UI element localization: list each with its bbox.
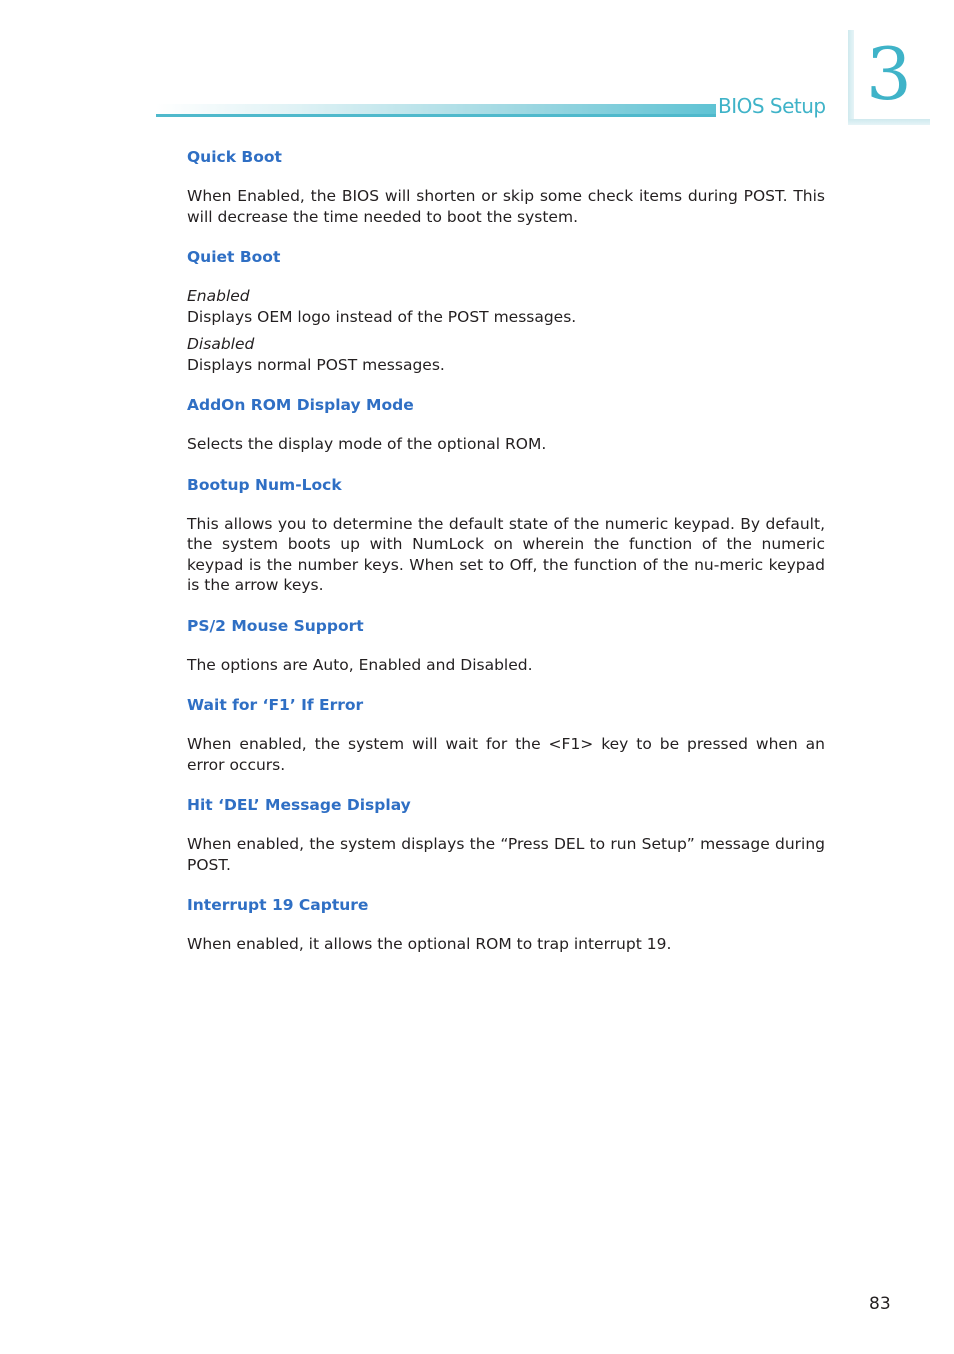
option-label-disabled: Disabled (187, 335, 255, 353)
text-ps2-mouse: The options are Auto, Enabled and Disabled. (187, 655, 533, 674)
heading-wait-f1: Wait for ‘F1’ If Error (187, 696, 364, 714)
heading-ps2-mouse: PS/2 Mouse Support (187, 616, 364, 635)
text-int19: When enabled, it allows the optional ROM to trap interrupt 19. (187, 935, 672, 953)
text-numlock: This allows you to determine the default state of the numeric keypad. By default, the system boots up with NumLock on wherein the function of the numeric keypad is the number keys. When set to Off, the function of the nu-meric keypad is the arrow keys. (187, 514, 825, 594)
text-hit-del: When enabled, the system displays the “Press DEL to run Setup” message during POST. (187, 835, 825, 874)
text-addon-rom: Selects the display mode of the optional ROM. (187, 435, 547, 453)
page-number: 83 (869, 1294, 891, 1314)
heading-int19: Interrupt 19 Capture (187, 896, 369, 914)
chapter-number: 3 (866, 32, 912, 116)
heading-hit-del: Hit ‘DEL’ Message Display (187, 796, 411, 814)
heading-addon-rom: AddOn ROM Display Mode (187, 396, 414, 414)
option-desc-disabled: Displays normal POST messages. (187, 355, 445, 374)
heading-quiet-boot: Quiet Boot (187, 248, 281, 266)
text-quick-boot: When Enabled, the BIOS will shorten or skip some check items during POST. This will decrease the time needed to boot the system. (187, 187, 825, 226)
heading-numlock: Bootup Num-Lock (187, 475, 342, 494)
text-wait-f1: When enabled, the system will wait for the <F1> key to be pressed when an error occurs. (187, 735, 825, 774)
chapter-tab-horizontal-line (848, 119, 930, 125)
header-rule (156, 114, 716, 117)
header-gradient-bar (156, 104, 716, 114)
heading-quick-boot: Quick Boot (187, 148, 282, 166)
section-title: BIOS Setup (718, 94, 826, 118)
page-content (187, 146, 825, 974)
option-label-enabled: Enabled (187, 287, 250, 305)
chapter-tab (848, 30, 930, 125)
option-desc-enabled: Displays OEM logo instead of the POST messages. (187, 307, 577, 326)
chapter-tab-vertical-line (848, 30, 854, 125)
